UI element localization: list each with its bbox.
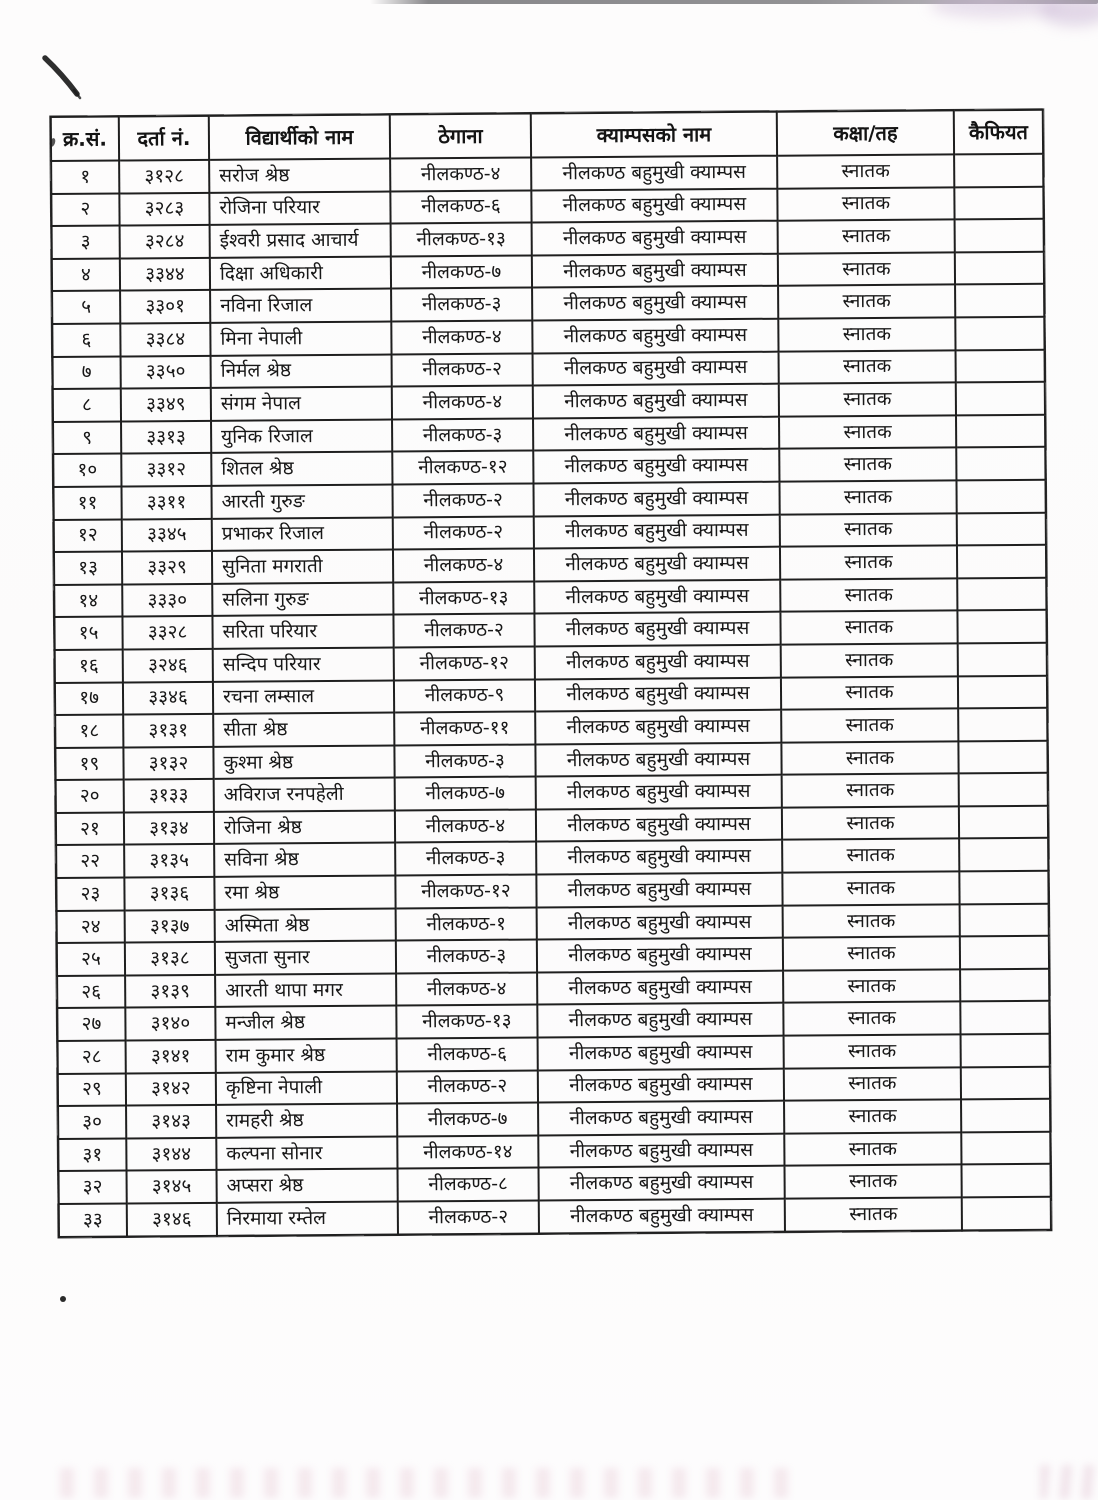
cell-remarks [954, 154, 1043, 187]
cell-campus-name: नीलकण्ठ बहुमुखी क्याम्पस [535, 645, 781, 679]
cell-student-name: प्रभाकर रिजाल [212, 517, 393, 551]
cell-serial: २० [56, 780, 124, 813]
cell-serial: ३३ [59, 1203, 127, 1236]
cell-address: नीलकण्ठ-२ [398, 1200, 539, 1234]
cell-campus-name: नीलकण्ठ बहुमुखी क्याम्पस [538, 1068, 784, 1102]
cell-remarks [961, 1099, 1050, 1132]
cell-student-name: रोजिना परियार [209, 191, 390, 225]
cell-registration: ३३४४ [120, 258, 210, 291]
cell-class-level: स्नातक [784, 1100, 961, 1134]
cell-campus-name: नीलकण्ठ बहुमुखी क्याम्पस [536, 840, 782, 874]
cell-registration: ३१३९ [125, 975, 215, 1008]
cell-class-level: स्नातक [782, 839, 959, 873]
cell-student-name: आरती गुरुङ [211, 484, 392, 518]
cell-registration: ३१३८ [125, 942, 215, 975]
cell-campus-name: नीलकण्ठ बहुमुखी क्याम्पस [539, 1199, 785, 1233]
cell-campus-name: नीलकण्ठ बहुमुखी क्याम्पस [534, 579, 780, 613]
cell-address: नीलकण्ठ-४ [393, 549, 534, 583]
cell-campus-name: नीलकण्ठ बहुमुखी क्याम्पस [533, 351, 779, 385]
cell-student-name: सविना श्रेष्ठ [214, 843, 395, 877]
cell-serial: १४ [54, 584, 122, 617]
cell-registration: ३१४६ [127, 1203, 217, 1236]
scan-bottom-bleedthrough [1040, 1465, 1098, 1499]
cell-campus-name: नीलकण्ठ बहुमुखी क्याम्पस [538, 1133, 784, 1167]
cell-serial: १५ [54, 617, 122, 650]
cell-address: नीलकण्ठ-२ [393, 614, 534, 648]
scan-bottom-bleedthrough [60, 1468, 800, 1498]
cell-registration: ३३११ [121, 486, 211, 519]
cell-address: नीलकण्ठ-३ [395, 842, 536, 876]
cell-serial: ३ [52, 226, 120, 259]
cell-address: नीलकण्ठ-८ [398, 1168, 539, 1202]
cell-remarks [957, 610, 1046, 643]
cell-address: नीलकण्ठ-२ [393, 516, 534, 550]
cell-registration: ३२८३ [119, 192, 209, 225]
cell-student-name: कृष्टिना नेपाली [216, 1071, 397, 1105]
cell-campus-name: नीलकण्ठ बहुमुखी क्याम्पस [532, 221, 778, 255]
cell-class-level: स्नातक [778, 285, 955, 319]
cell-remarks [957, 512, 1046, 545]
cell-address: नीलकण्ठ-३ [392, 418, 533, 452]
cell-serial: १९ [55, 747, 123, 780]
cell-class-level: स्नातक [780, 513, 957, 547]
cell-serial: ४ [52, 258, 120, 291]
cell-student-name: निरमाया रम्तेल [217, 1202, 398, 1236]
cell-student-name: कुश्मा श्रेष्ठ [213, 745, 394, 779]
cell-address: नीलकण्ठ-६ [390, 190, 531, 224]
cell-student-name: कल्पना सोनार [216, 1136, 397, 1170]
cell-campus-name: नीलकण्ठ बहुमुखी क्याम्पस [532, 286, 778, 320]
cell-address: नीलकण्ठ-१३ [391, 223, 532, 257]
cell-class-level: स्नातक [781, 741, 958, 775]
cell-remarks [960, 1001, 1049, 1034]
cell-serial: १७ [55, 682, 123, 715]
cell-remarks [955, 317, 1044, 350]
cell-student-name: रामहरी श्रेष्ठ [216, 1104, 397, 1138]
cell-student-name: सरिता परियार [212, 615, 393, 649]
cell-address: नीलकण्ठ-४ [390, 158, 531, 192]
cell-address: नीलकण्ठ-२ [397, 1070, 538, 1104]
cell-class-level: स्नातक [781, 676, 958, 710]
cell-address: नीलकण्ठ-३ [394, 744, 535, 778]
cell-serial: २४ [57, 910, 125, 943]
cell-registration: ३३३० [122, 584, 212, 617]
cell-remarks [955, 219, 1044, 252]
cell-registration: ३१३१ [123, 714, 213, 747]
cell-registration: ३१३७ [125, 909, 215, 942]
cell-serial: १८ [55, 715, 123, 748]
cell-address: नीलकण्ठ-२ [392, 353, 533, 387]
cell-student-name: रमा श्रेष्ठ [214, 876, 395, 910]
cell-registration: ३३१२ [121, 453, 211, 486]
cell-address: नीलकण्ठ-९ [394, 679, 535, 713]
cell-class-level: स्नातक [780, 578, 957, 612]
cell-class-level: स्नातक [778, 220, 955, 254]
cell-class-level: स्नातक [785, 1197, 962, 1231]
cell-remarks [960, 936, 1049, 969]
cell-address: नीलकण्ठ-३ [396, 940, 537, 974]
cell-registration: ३१३५ [124, 844, 214, 877]
cell-student-name: अप्सरा श्रेष्ठ [217, 1169, 398, 1203]
cell-campus-name: नीलकण्ठ बहुमुखी क्याम्पस [537, 971, 783, 1005]
cell-remarks [958, 675, 1047, 708]
cell-campus-name: नीलकण्ठ बहुमुखी क्याम्पस [536, 873, 782, 907]
cell-remarks [957, 545, 1046, 578]
cell-registration: ३१४५ [127, 1170, 217, 1203]
cell-campus-name: नीलकण्ठ बहुमुखी क्याम्पस [532, 319, 778, 353]
cell-class-level: स्नातक [777, 187, 954, 221]
cell-student-name: युनिक रिजाल [211, 419, 392, 453]
cell-student-name: निर्मल श्रेष्ठ [211, 354, 392, 388]
scan-smudge [1040, 0, 1098, 26]
cell-class-level: स्नातक [783, 1002, 960, 1036]
cell-student-name: सरोज श्रेष्ठ [209, 159, 390, 193]
cell-student-name: शितल श्रेष्ठ [211, 452, 392, 486]
cell-campus-name: नीलकण्ठ बहुमुखी क्याम्पस [533, 416, 779, 450]
cell-registration: ३१४३ [126, 1105, 216, 1138]
cell-student-name: राम कुमार श्रेष्ठ [216, 1039, 397, 1073]
cell-student-name: संगम नेपाल [211, 387, 392, 421]
cell-remarks [957, 577, 1046, 610]
column-header-class-level: कक्षा/तह [777, 110, 954, 155]
cell-remarks [959, 871, 1048, 904]
cell-address: नीलकण्ठ-७ [395, 777, 536, 811]
cell-remarks [959, 838, 1048, 871]
cell-address: नीलकण्ठ-४ [391, 320, 532, 354]
cell-remarks [959, 773, 1048, 806]
cell-student-name: आरती थापा मगर [215, 973, 396, 1007]
cell-campus-name: नीलकण्ठ बहुमुखी क्याम्पस [538, 1101, 784, 1135]
cell-student-name: मन्जील श्रेष्ठ [215, 1006, 396, 1040]
cell-class-level: स्नातक [779, 480, 956, 514]
cell-registration: ३३४६ [123, 681, 213, 714]
cell-student-name: अस्मिता श्रेष्ठ [215, 908, 396, 942]
cell-remarks [958, 740, 1047, 773]
column-header-address: ठेगाना [390, 114, 531, 159]
cell-remarks [956, 480, 1045, 513]
cell-serial: ९ [53, 421, 121, 454]
column-header-student-name: विद्यार्थीको नाम [209, 115, 390, 160]
cell-address: नीलकण्ठ-११ [394, 712, 535, 746]
cell-campus-name: नीलकण्ठ बहुमुखी क्याम्पस [538, 1036, 784, 1070]
cell-campus-name: नीलकण्ठ बहुमुखी क्याम्पस [532, 253, 778, 287]
student-register-table-wrap [50, 109, 1050, 1238]
cell-registration: ३३८४ [120, 323, 210, 356]
cell-remarks [961, 1164, 1050, 1197]
cell-remarks [956, 414, 1045, 447]
cell-campus-name: नीलकण्ठ बहुमुखी क्याम्पस [534, 514, 780, 548]
cell-class-level: स्नातक [781, 708, 958, 742]
cell-serial: २ [51, 193, 119, 226]
cell-serial: ३१ [58, 1138, 126, 1171]
cell-class-level: स्नातक [782, 806, 959, 840]
cell-registration: ३२८४ [120, 225, 210, 258]
cell-student-name: दिक्षा अधिकारी [210, 256, 391, 290]
cell-remarks [956, 349, 1045, 382]
cell-serial: २६ [57, 975, 125, 1008]
cell-campus-name: नीलकण्ठ बहुमुखी क्याम्पस [536, 808, 782, 842]
cell-address: नीलकण्ठ-१४ [397, 1135, 538, 1169]
cell-address: नीलकण्ठ-४ [396, 972, 537, 1006]
cell-registration: ३३५० [121, 355, 211, 388]
column-header-serial: क्र.सं. [51, 117, 119, 161]
cell-class-level: स्नातक [783, 904, 960, 938]
cell-serial: २२ [56, 845, 124, 878]
cell-campus-name: नीलकण्ठ बहुमुखी क्याम्पस [534, 612, 780, 646]
cell-student-name: रचना लम्साल [213, 680, 394, 714]
cell-registration: ३१४० [125, 1007, 215, 1040]
cell-address: नीलकण्ठ-१२ [394, 646, 535, 680]
cell-remarks [960, 969, 1049, 1002]
student-table-body [51, 154, 1051, 1237]
cell-class-level: स्नातक [779, 350, 956, 384]
cell-serial: २५ [57, 943, 125, 976]
cell-serial: २९ [58, 1073, 126, 1106]
cell-remarks [961, 1132, 1050, 1165]
cell-serial: ३० [58, 1106, 126, 1139]
cell-registration: ३१३२ [123, 747, 213, 780]
cell-campus-name: नीलकण्ठ बहुमुखी क्याम्पस [537, 938, 783, 972]
cell-registration: ३१३३ [124, 779, 214, 812]
cell-campus-name: नीलकण्ठ बहुमुखी क्याम्पस [533, 482, 779, 516]
cell-serial: ११ [53, 486, 121, 519]
table-row [59, 1197, 1051, 1237]
cell-address: नीलकण्ठ-७ [391, 255, 532, 289]
cell-serial: ७ [53, 356, 121, 389]
cell-address: नीलकण्ठ-१ [396, 907, 537, 941]
cell-campus-name: नीलकण्ठ बहुमुखी क्याम्पस [537, 905, 783, 939]
cell-class-level: स्नातक [783, 937, 960, 971]
cell-class-level: स्नातक [784, 1132, 961, 1166]
cell-class-level: स्नातक [782, 774, 959, 808]
cell-registration: ३३२८ [122, 616, 212, 649]
cell-class-level: स्नातक [779, 448, 956, 482]
cell-student-name: रोजिना श्रेष्ठ [214, 810, 395, 844]
cell-remarks [958, 643, 1047, 676]
cell-campus-name: नीलकण्ठ बहुमुखी क्याम्पस [533, 449, 779, 483]
cell-campus-name: नीलकण्ठ बहुमुखी क्याम्पस [535, 710, 781, 744]
cell-student-name: सुजता सुनार [215, 941, 396, 975]
cell-serial: ६ [52, 323, 120, 356]
cell-campus-name: नीलकण्ठ बहुमुखी क्याम्पस [535, 677, 781, 711]
cell-serial: १३ [54, 552, 122, 585]
cell-class-level: स्नातक [779, 383, 956, 417]
header-row [51, 110, 1043, 161]
cell-class-level: स्नातक [782, 871, 959, 905]
cell-registration: ३३४५ [122, 518, 212, 551]
cell-campus-name: नीलकण्ठ बहुमुखी क्याम्पस [536, 775, 782, 809]
cell-campus-name: नीलकण्ठ बहुमुखी क्याम्पस [534, 547, 780, 581]
cell-registration: ३१३६ [124, 877, 214, 910]
cell-campus-name: नीलकण्ठ बहुमुखी क्याम्पस [539, 1166, 785, 1200]
student-register-table [50, 109, 1052, 1238]
cell-campus-name: नीलकण्ठ बहुमुखी क्याम्पस [531, 188, 777, 222]
cell-student-name: सलिना गुरुङ [212, 582, 393, 616]
cell-remarks [954, 186, 1043, 219]
cell-remarks [959, 806, 1048, 839]
cell-serial: १ [51, 161, 119, 194]
cell-remarks [962, 1197, 1051, 1230]
column-header-registration: दर्ता नं. [119, 116, 209, 161]
cell-serial: ८ [53, 389, 121, 422]
cell-registration: ३३०१ [120, 290, 210, 323]
column-header-campus-name: क्याम्पसको नाम [531, 112, 777, 158]
pen-stroke-mark [36, 50, 106, 120]
cell-registration: ३१४४ [126, 1138, 216, 1171]
cell-remarks [958, 708, 1047, 741]
cell-remarks [956, 447, 1045, 480]
cell-address: नीलकण्ठ-३ [391, 288, 532, 322]
cell-address: नीलकण्ठ-१२ [392, 451, 533, 485]
cell-remarks [960, 903, 1049, 936]
cell-class-level: स्नातक [780, 611, 957, 645]
cell-address: नीलकण्ठ-६ [397, 1038, 538, 1072]
cell-address: नीलकण्ठ-४ [392, 386, 533, 420]
cell-campus-name: नीलकण्ठ बहुमुखी क्याम्पस [533, 384, 779, 418]
cell-class-level: स्नातक [778, 252, 955, 286]
cell-registration: ३३२९ [122, 551, 212, 584]
cell-remarks [955, 252, 1044, 285]
cell-class-level: स्नातक [778, 317, 955, 351]
cell-registration: ३३४९ [121, 388, 211, 421]
cell-serial: १६ [55, 649, 123, 682]
cell-class-level: स्नातक [784, 1034, 961, 1068]
cell-serial: २३ [56, 878, 124, 911]
cell-serial: २१ [56, 812, 124, 845]
cell-remarks [961, 1034, 1050, 1067]
cell-campus-name: नीलकण्ठ बहुमुखी क्याम्पस [531, 156, 777, 190]
cell-student-name: नविना रिजाल [210, 289, 391, 323]
ink-dot-mark [60, 1296, 66, 1302]
cell-student-name: सुनिता मगराती [212, 550, 393, 584]
cell-class-level: स्नातक [783, 969, 960, 1003]
cell-address: नीलकण्ठ-७ [397, 1103, 538, 1137]
cell-student-name: ईश्वरी प्रसाद आचार्य [210, 224, 391, 258]
cell-address: नीलकण्ठ-१२ [395, 875, 536, 909]
cell-class-level: स्नातक [780, 546, 957, 580]
cell-serial: ५ [52, 291, 120, 324]
cell-address: नीलकण्ठ-२ [392, 483, 533, 517]
cell-serial: १२ [54, 519, 122, 552]
cell-remarks [956, 382, 1045, 415]
cell-class-level: स्नातक [777, 154, 954, 188]
cell-registration: ३१२८ [119, 160, 209, 193]
cell-registration: ३१३४ [124, 812, 214, 845]
cell-address: नीलकण्ठ-४ [395, 809, 536, 843]
column-header-remarks: कैफियत [954, 110, 1043, 155]
cell-serial: २८ [58, 1041, 126, 1074]
cell-campus-name: नीलकण्ठ बहुमुखी क्याम्पस [535, 742, 781, 776]
cell-student-name: सीता श्रेष्ठ [213, 713, 394, 747]
cell-remarks [961, 1066, 1050, 1099]
cell-student-name: सन्दिप परियार [213, 647, 394, 681]
cell-serial: १० [53, 454, 121, 487]
cell-class-level: स्नातक [784, 1165, 961, 1199]
cell-address: नीलकण्ठ-१३ [393, 581, 534, 615]
cell-serial: २७ [57, 1008, 125, 1041]
cell-class-level: स्नातक [779, 415, 956, 449]
cell-class-level: स्नातक [781, 643, 958, 677]
cell-registration: ३१४२ [126, 1072, 216, 1105]
cell-remarks [955, 284, 1044, 317]
cell-serial: ३२ [59, 1171, 127, 1204]
cell-campus-name: नीलकण्ठ बहुमुखी क्याम्पस [537, 1003, 783, 1037]
cell-address: नीलकण्ठ-१३ [396, 1005, 537, 1039]
cell-registration: ३२४६ [123, 649, 213, 682]
cell-student-name: मिना नेपाली [210, 322, 391, 356]
cell-registration: ३३१३ [121, 421, 211, 454]
cell-registration: ३१४१ [126, 1040, 216, 1073]
cell-class-level: स्नातक [784, 1067, 961, 1101]
cell-student-name: अविराज रनपहेली [214, 778, 395, 812]
